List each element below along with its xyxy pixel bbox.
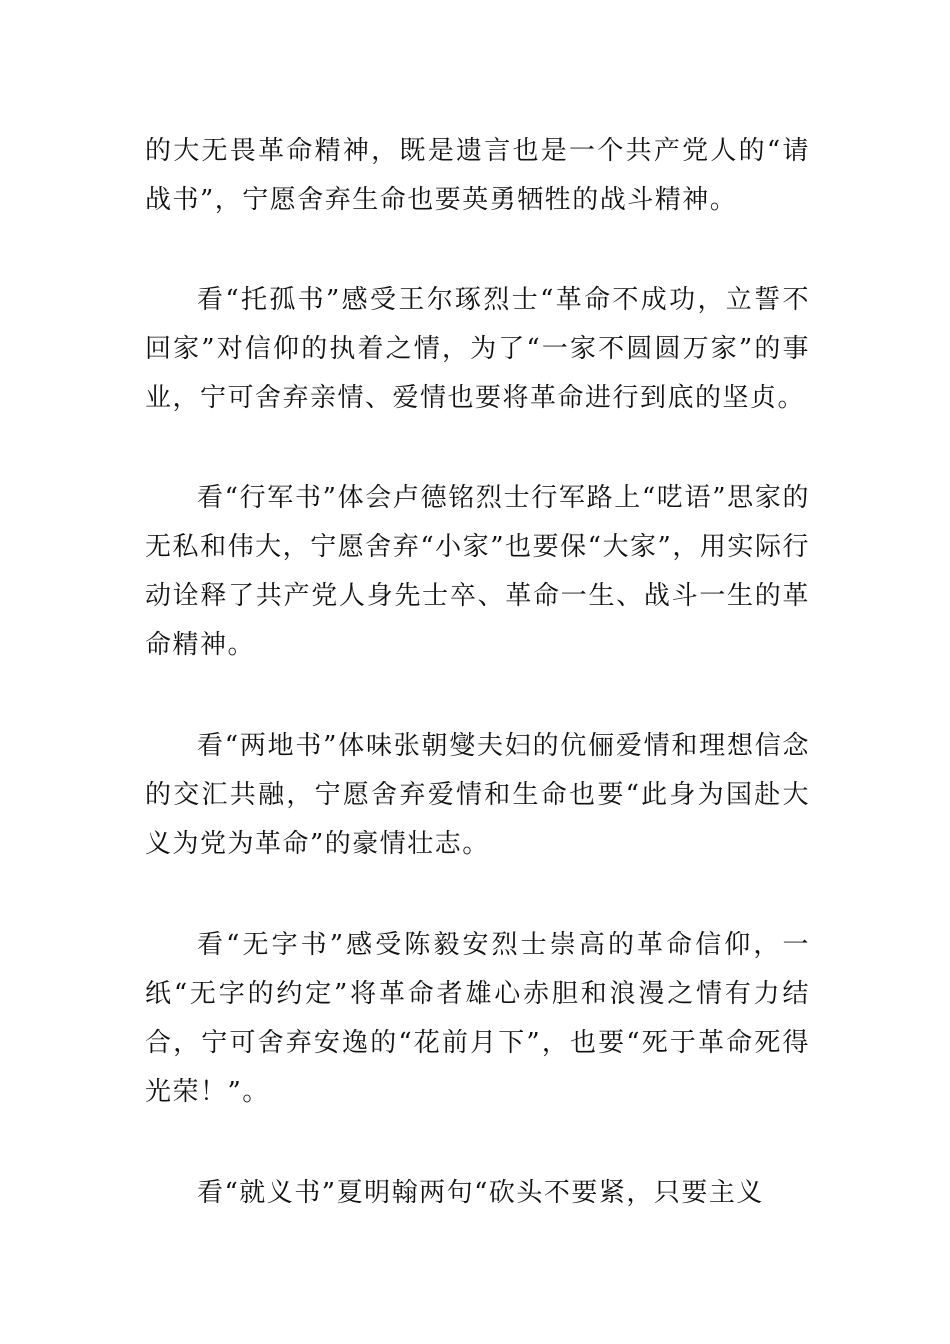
paragraph-xingjun-letter: 看“行军书”体会卢德铭烈士行军路上“呓语”思家的无私和伟大，宁愿舍弃“小家”也要保“大家”，用实际行动诠释了共产党人身先士卒、革命一生、战斗一生的革命精神。 xyxy=(145,483,810,660)
paragraph-wuzi-letter: 看“无字书”感受陈毅安烈士崇高的革命信仰，一纸“无字的约定”将革命者雄心赤胆和浪漫之情有力结合，宁可舍弃安逸的“花前月下”，也要“死于革命死得光荣！”。 xyxy=(145,930,810,1107)
paragraph-jiuyi-letter: 看“就义书”夏明翰两句“砍头不要紧，只要主义 xyxy=(197,1178,764,1208)
paragraph-tuogu-letter: 看“托孤书”感受王尔琢烈士“革命不成功，立誓不回家”对信仰的执着之情，为了“一家不圆圆万家”的事业，宁可舍弃亲情、爱情也要将革命进行到底的坚贞。 xyxy=(145,285,810,413)
paragraph-continuation: 的大无畏革命精神，既是遗言也是一个共产党人的“请战书”，宁愿舍弃生命也要英勇牺牲的战斗精神。 xyxy=(145,136,810,215)
paragraph-liangdi-letter: 看“两地书”体味张朝燮夫妇的伉俪爱情和理想信念的交汇共融，宁愿舍弃爱情和生命也要“此身为国赴大义为党为革命”的豪情壮志。 xyxy=(145,731,810,859)
